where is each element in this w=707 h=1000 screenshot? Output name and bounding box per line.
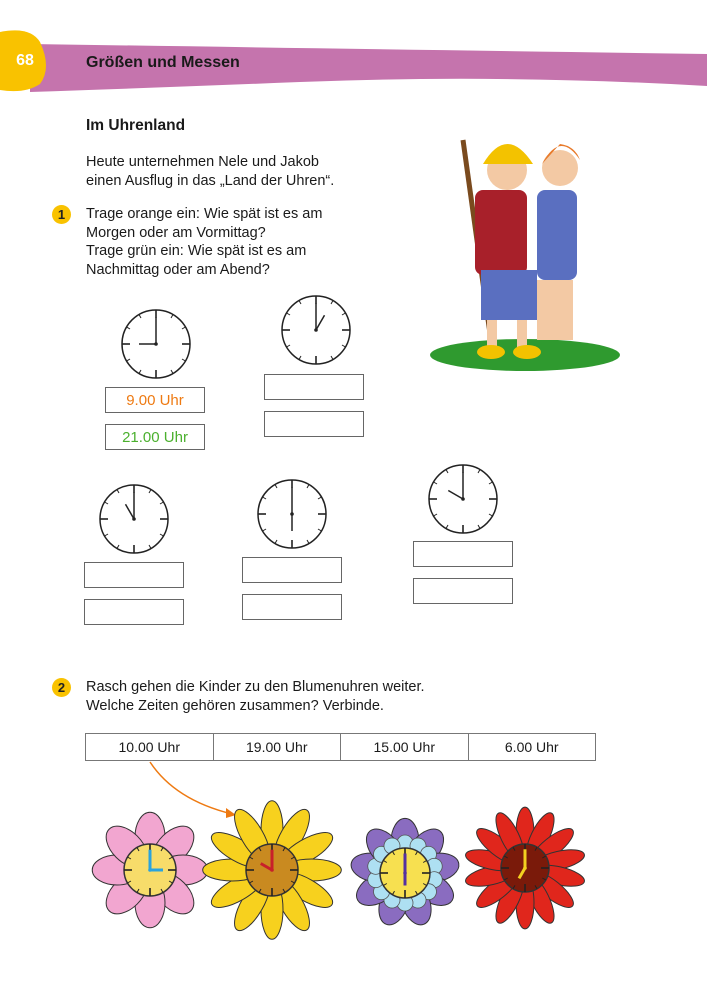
answer-box-evening[interactable]: 21.00 Uhr bbox=[105, 424, 205, 450]
task-1-badge: 1 bbox=[52, 205, 71, 224]
time-cell[interactable]: 15.00 Uhr bbox=[341, 734, 469, 760]
task-line: Welche Zeiten gehören zusammen? Verbinde. bbox=[86, 697, 384, 714]
intro-line: Heute unternehmen Nele und Jakob bbox=[86, 154, 319, 170]
task-line: Nachmittag oder am Abend? bbox=[86, 261, 270, 278]
time-cell[interactable]: 6.00 Uhr bbox=[504, 739, 559, 755]
task-line: Morgen oder am Vormittag? bbox=[86, 224, 266, 241]
page-title: Im Uhrenland bbox=[86, 117, 186, 134]
time-cell[interactable]: 19.00 Uhr bbox=[214, 734, 342, 760]
task-line: Trage grün ein: Wie spät ist es am bbox=[86, 243, 307, 259]
task-line: Trage orange ein: Wie spät ist es am bbox=[86, 206, 323, 222]
intro-line: einen Ausflug in das „Land der Uhren“. bbox=[86, 172, 335, 189]
answer-box-morning[interactable]: 9.00 Uhr bbox=[105, 387, 205, 413]
chapter-title: Größen und Messen bbox=[86, 54, 240, 71]
task-2-badge: 2 bbox=[52, 678, 71, 697]
time-cell[interactable]: 10.00 Uhr bbox=[86, 734, 214, 760]
page-number: 68 bbox=[16, 52, 34, 69]
task-line: Rasch gehen die Kinder zu den Blumenuhren weiter. bbox=[86, 679, 425, 695]
